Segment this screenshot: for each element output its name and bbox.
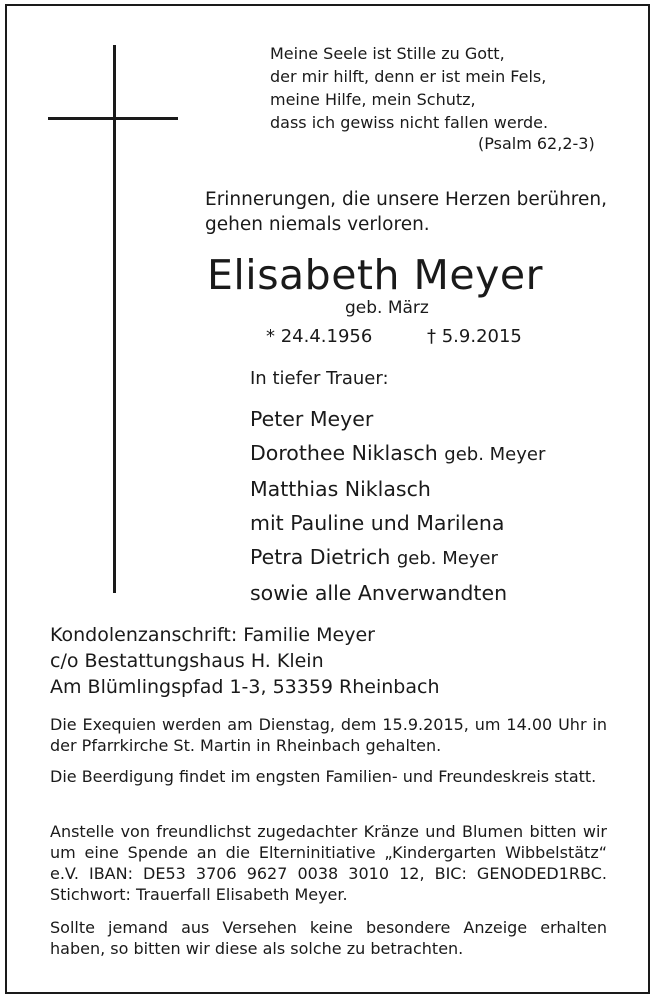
psalm-line: der mir hilft, denn er ist mein Fels,	[270, 67, 547, 86]
mourning-title: In tiefer Trauer:	[250, 368, 389, 389]
psalm-line: Meine Seele ist Stille zu Gott,	[270, 44, 505, 63]
death-date: † 5.9.2015	[427, 326, 522, 347]
mourner-name: Peter Meyer	[250, 407, 374, 431]
birth-name: geb. März	[345, 298, 429, 318]
birth-date: * 24.4.1956	[266, 326, 373, 347]
memories-quote: Erinnerungen, die unsere Herzen berühren, gehen niemals verloren.	[205, 189, 607, 235]
condolence-line: Kondolenzanschrift: Familie Meyer	[50, 624, 375, 646]
exequien-paragraph: Die Exequien werden am Dienstag, dem 15.9.2015, um 14.00 Uhr in der Pfarrkirche St. Martin in Rheinbach gehalten.	[50, 715, 607, 755]
cross-icon	[113, 45, 116, 593]
condolence-address	[50, 622, 440, 700]
mourner-item	[250, 472, 545, 506]
mourner-item	[250, 576, 545, 610]
mourner-item	[250, 436, 545, 472]
donation-paragraph: Anstelle von freundlichst zugedachter Kränze und Blumen bitten wir um eine Spende an die Elterninitiative „Kindergarten Wibbelstätz“ e.V. IBAN: DE53 3706 9627 0038 3010 12, BIC: GENODED1RBC. Stichwort: Trauerfall Elisabeth Meyer.	[50, 822, 607, 904]
notice-paragraph: Sollte jemand aus Versehen keine besondere Anzeige erhalten haben, so bitten wir diese als solche zu betrachten.	[50, 918, 607, 958]
mourner-name: mit Pauline und Marilena	[250, 511, 505, 535]
mourner-birth-name: geb. Meyer	[444, 444, 546, 465]
burial-paragraph: Die Beerdigung findet im engsten Familien- und Freundeskreis statt.	[50, 767, 597, 786]
psalm-line: dass ich gewiss nicht fallen werde.	[270, 113, 549, 132]
condolence-line: Am Blümlingspfad 1-3, 53359 Rheinbach	[50, 676, 440, 698]
mourner-name: Petra Dietrich	[250, 545, 391, 569]
mourner-name: sowie alle Anverwandten	[250, 581, 508, 605]
mourner-item	[250, 506, 545, 540]
deceased-name: Elisabeth Meyer	[207, 251, 543, 299]
mourner-birth-name: geb. Meyer	[396, 548, 498, 569]
psalm-reference: (Psalm 62,2-3)	[478, 134, 595, 153]
cross-icon-bar	[48, 117, 178, 120]
mourner-name: Matthias Niklasch	[250, 477, 431, 501]
mourner-name: Dorothee Niklasch	[250, 441, 438, 465]
condolence-line: c/o Bestattungshaus H. Klein	[50, 650, 324, 672]
mourner-item	[250, 402, 545, 436]
psalm-line: meine Hilfe, mein Schutz,	[270, 90, 476, 109]
mourners-list	[250, 402, 545, 610]
psalm-quote	[270, 42, 548, 134]
mourner-item	[250, 540, 545, 576]
